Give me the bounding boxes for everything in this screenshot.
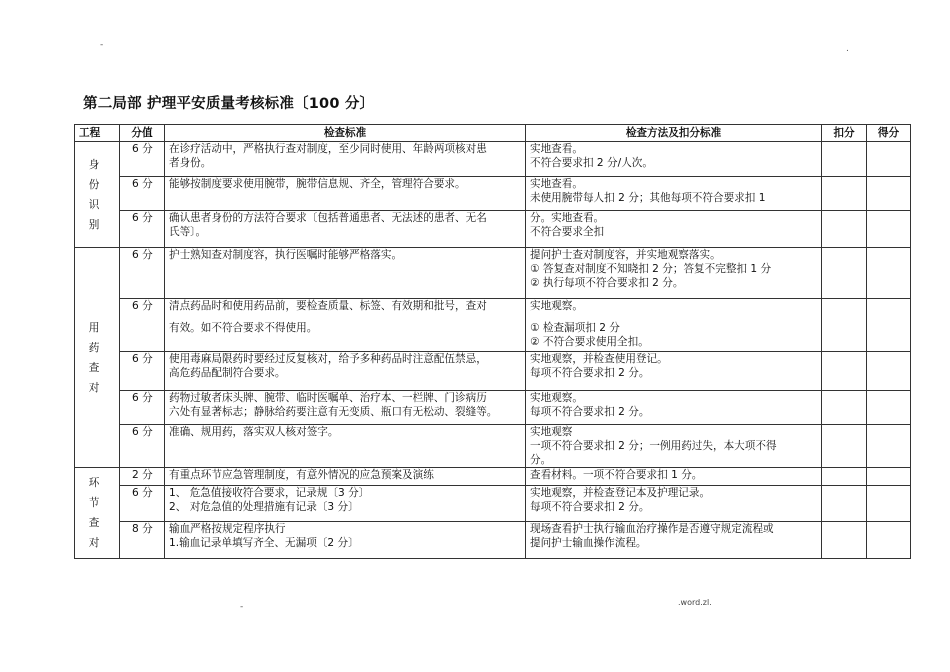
score-cell: 8 分 [120, 522, 165, 559]
method-line: 实地观察，并检查使用登记。 [530, 353, 668, 365]
method-line: ① 答复查对制度不知晓扣 2 分；答复不完整扣 1 分 [530, 263, 772, 275]
method-line: ② 执行每项不符合要求扣 2 分。 [530, 277, 684, 289]
standard-line: 高危药品配制符合要求。 [169, 367, 286, 379]
deduct-cell[interactable] [822, 425, 867, 468]
section-name: 用 药 查 对 [75, 248, 120, 468]
method-line: 分。实地查看。 [530, 212, 605, 224]
deduct-cell[interactable] [822, 177, 867, 211]
get-cell[interactable] [867, 352, 911, 391]
header-standard: 检查标准 [165, 125, 526, 142]
deduct-cell[interactable] [822, 299, 867, 352]
method-cell [526, 248, 822, 299]
deduct-cell[interactable] [822, 248, 867, 299]
standard-line: 输血严格按规定程序执行 [169, 523, 286, 535]
get-cell[interactable] [867, 142, 911, 177]
page-mark: - [100, 40, 104, 50]
score-cell: 6 分 [120, 352, 165, 391]
table-row [75, 522, 911, 559]
header-get: 得分 [867, 125, 911, 142]
table-row [75, 211, 911, 248]
get-cell[interactable] [867, 211, 911, 248]
method-line: 实地查看。 [530, 178, 583, 190]
standard-line: 有效。如不符合要求不得使用。 [169, 322, 318, 334]
score-cell: 6 分 [120, 425, 165, 468]
header-method: 检查方法及扣分标准 [526, 125, 822, 142]
get-cell[interactable] [867, 486, 911, 522]
method-line: 实地观察。 [530, 392, 583, 404]
deduct-cell[interactable] [822, 486, 867, 522]
standard-line: 准确、规用药，落实双人核对签字。 [169, 426, 339, 438]
method-line: 每项不符合要求扣 2 分。 [530, 501, 650, 513]
table-row [75, 177, 911, 211]
method-cell [526, 352, 822, 391]
standard-line: 使用毒麻局限药时要经过反复核对，给予多种药品时注意配伍禁忌， [169, 353, 487, 365]
page-title: 第二局部 护理平安质量考核标准〔100 分〕 [83, 96, 375, 112]
page-mark: - [240, 602, 244, 612]
table-row [75, 468, 911, 486]
standard-cell [165, 177, 526, 211]
header-row [75, 125, 911, 142]
standard-cell [165, 352, 526, 391]
header-project: 工程 [75, 125, 120, 142]
deduct-cell[interactable] [822, 142, 867, 177]
footer: .word.zl. [678, 598, 712, 607]
standard-line: 在诊疗活动中，严格执行查对制度，至少同时使用、年龄两项核对患 [169, 143, 487, 155]
method-line: 每项不符合要求扣 2 分。 [530, 406, 650, 418]
standard-line: 1、 危急值接收符合要求，记录规〔3 分〕 [169, 487, 370, 499]
get-cell[interactable] [867, 425, 911, 468]
method-line: 现场查看护士执行输血治疗操作是否遵守规定流程或 [530, 523, 774, 535]
header-score: 分值 [120, 125, 165, 142]
method-line: 不符合要求扣 2 分/人次。 [530, 157, 653, 169]
get-cell[interactable] [867, 468, 911, 486]
standard-cell [165, 142, 526, 177]
method-line: 每项不符合要求扣 2 分。 [530, 367, 650, 379]
method-cell [526, 391, 822, 425]
method-line: 实地观察，并检查登记本及护理记录。 [530, 487, 711, 499]
standard-cell [165, 468, 526, 486]
score-cell: 6 分 [120, 391, 165, 425]
method-line: 未使用腕带每人扣 2 分；其他每项不符合要求扣 1 [530, 192, 766, 204]
method-cell [526, 425, 822, 468]
deduct-cell[interactable] [822, 352, 867, 391]
table-row [75, 299, 911, 352]
score-cell: 6 分 [120, 299, 165, 352]
method-line: ② 不符合要求使用全扣。 [530, 336, 649, 348]
standard-cell [165, 522, 526, 559]
table-row [75, 425, 911, 468]
method-line: 实地观察 [530, 426, 573, 438]
table-row [75, 391, 911, 425]
method-line: 提问护士输血操作流程。 [530, 537, 647, 549]
section-name: 环 节 查 对 [75, 468, 120, 559]
deduct-cell[interactable] [822, 211, 867, 248]
header-deduct: 扣分 [822, 125, 867, 142]
method-line: ① 检查漏项扣 2 分 [530, 322, 620, 334]
method-line: 实地观察。 [530, 300, 583, 312]
method-cell [526, 299, 822, 352]
get-cell[interactable] [867, 391, 911, 425]
standard-cell [165, 299, 526, 352]
standard-line: 2、 对危急值的处理措施有记录〔3 分〕 [169, 501, 359, 513]
method-cell [526, 486, 822, 522]
method-line: 不符合要求全扣 [530, 226, 605, 238]
score-cell: 6 分 [120, 211, 165, 248]
method-line: 查看材料。一项不符合要求扣 1 分。 [530, 469, 703, 481]
table-body [75, 142, 911, 559]
score-cell: 2 分 [120, 468, 165, 486]
standard-line: 确认患者身份的方法符合要求〔包括普通患者、无法述的患者、无名 [169, 212, 487, 224]
score-cell: 6 分 [120, 177, 165, 211]
page-mark: . [846, 44, 849, 54]
score-cell: 6 分 [120, 142, 165, 177]
deduct-cell[interactable] [822, 468, 867, 486]
section-name: 身 份 识 别 [75, 142, 120, 248]
standard-cell [165, 486, 526, 522]
method-line: 分。 [530, 454, 552, 466]
standard-line: 有重点环节应急管理制度，有意外情况的应急预案及演练 [169, 469, 434, 481]
standard-cell [165, 248, 526, 299]
standard-line: 护士熟知查对制度容，执行医嘱时能够严格落实。 [169, 249, 403, 261]
method-cell [526, 177, 822, 211]
deduct-cell[interactable] [822, 522, 867, 559]
standard-line: 药物过敏者床头牌、腕带、临时医嘱单、治疗本、一栏牌、门诊病历 [169, 392, 487, 404]
standard-line: 者身份。 [169, 157, 212, 169]
table-row [75, 142, 911, 177]
standard-line: 氏等〕。 [169, 226, 207, 238]
score-cell: 6 分 [120, 248, 165, 299]
table-row [75, 352, 911, 391]
method-line: 一项不符合要求扣 2 分；一例用药过失，本大项不得 [530, 440, 777, 452]
table-row [75, 248, 911, 299]
method-cell [526, 142, 822, 177]
standard-cell [165, 425, 526, 468]
method-line: 提问护士查对制度容，并实地观察落实。 [530, 249, 721, 261]
standard-cell [165, 391, 526, 425]
standard-line: 清点药品时和使用药品前，要检查质量、标签、有效期和批号，查对 [169, 300, 487, 312]
standard-line: 1.输血记录单填写齐全、无漏项〔2 分〕 [169, 537, 359, 549]
deduct-cell[interactable] [822, 391, 867, 425]
method-cell [526, 522, 822, 559]
method-cell [526, 211, 822, 248]
get-cell[interactable] [867, 177, 911, 211]
standard-cell [165, 211, 526, 248]
standard-line: 六处有显著标志；静脉给药要注意有无变质、瓶口有无松动、裂缝等。 [169, 406, 498, 418]
get-cell[interactable] [867, 522, 911, 559]
assessment-table [74, 124, 911, 559]
method-line: 实地查看。 [530, 143, 583, 155]
get-cell[interactable] [867, 248, 911, 299]
standard-line: 能够按制度要求使用腕带，腕带信息规、齐全，管理符合要求。 [169, 178, 466, 190]
get-cell[interactable] [867, 299, 911, 352]
table-row [75, 486, 911, 522]
score-cell: 6 分 [120, 486, 165, 522]
method-cell [526, 468, 822, 486]
